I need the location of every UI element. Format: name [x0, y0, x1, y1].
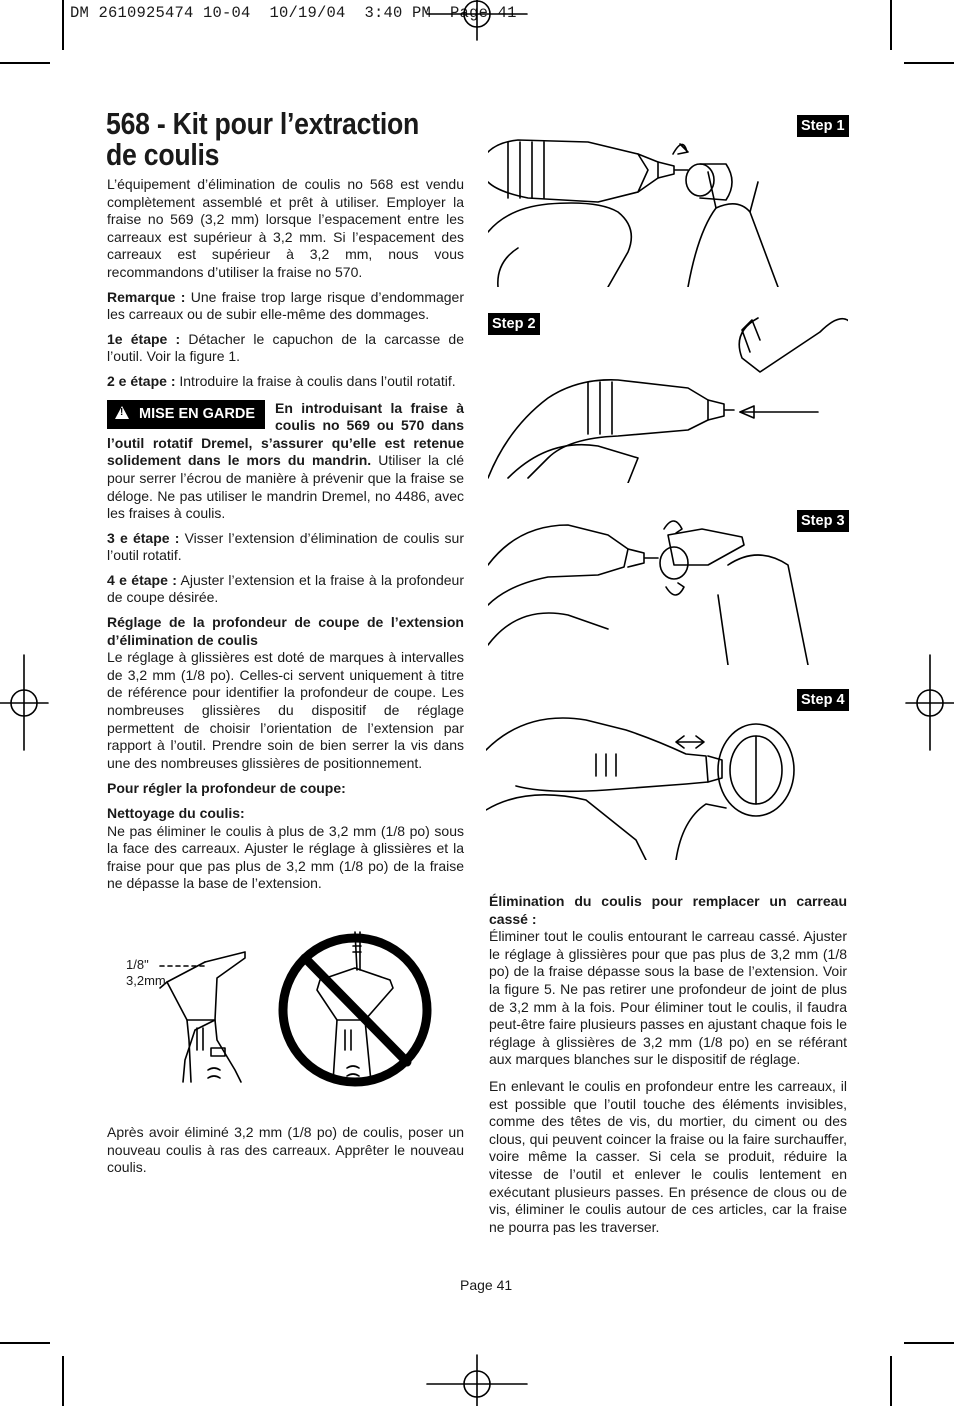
- step2-text: Introduire la fraise à coulis dans l’outil rotatif.: [175, 372, 456, 389]
- intro-paragraph: L’équipement d’élimination de coulis no 568 est vendu complètement assemblé et prêt à utiliser. Employer la fraise no 569 (3,2 mm) lorsque l’espacement entre les carreaux est supérieur à 3,2 mm. Si l’espacement des carreaux est supérieur à 3,2 mm, nous vous recommandons d’utiliser la fraise no 570.: [107, 176, 464, 280]
- step2-label-badge: Step 2: [488, 313, 540, 335]
- depth-label-mm: 3,2mm: [126, 973, 166, 988]
- print-slug: DM 2610925474 10-04 10/19/04 3:40 PM Page 41: [70, 4, 517, 22]
- left-column: [107, 176, 464, 900]
- warning-triangle-icon: [115, 406, 129, 419]
- reglage-paragraph: [107, 614, 464, 772]
- remarque-paragraph: [107, 289, 464, 324]
- step3-illustration: [488, 505, 848, 665]
- step3-paragraph: [107, 530, 464, 565]
- after-paragraph: Après avoir éliminé 3,2 mm (1/8 po) de coulis, poser un nouveau coulis à ras des carreaux. Apprêter le nouveau coulis.: [107, 1124, 464, 1176]
- step4-paragraph: [107, 572, 464, 607]
- step4-text: Ajuster l’extension et la fraise à la profondeur de coupe désirée.: [107, 571, 464, 606]
- step4-label-badge: Step 4: [797, 689, 849, 711]
- step3-text: Visser l’extension d’élimination de coulis sur l’outil rotatif.: [107, 529, 464, 564]
- warning-label: MISE EN GARDE: [139, 405, 256, 422]
- warning-text: Utiliser la clé pour serrer l’écrou de manière à prévenir que la fraise se déloge. Ne pas utiliser le mandrin Dremel, no 4486, avec les fraises à coulis.: [107, 452, 464, 522]
- depth-figure: [105, 910, 445, 1110]
- remarque-text: Une fraise trop large risque d’endommager les carreaux ou de subir elle-même des dommages.: [107, 288, 464, 323]
- warning-paragraph: [107, 400, 464, 523]
- pour-regler-heading: Pour régler la profondeur de coupe:: [107, 780, 346, 797]
- step4-label: 4 e étape :: [107, 571, 177, 588]
- nettoyage-paragraph: [107, 805, 464, 893]
- reglage-heading: Réglage de la profondeur de coupe de l’extension d’élimination de coulis: [107, 614, 464, 648]
- warning-badge: [107, 400, 265, 429]
- step3-label: 3 e étape :: [107, 529, 180, 546]
- step1-paragraph: [107, 331, 464, 366]
- elimination-paragraph: [489, 893, 847, 1069]
- nettoyage-heading: Nettoyage du coulis:: [107, 805, 245, 821]
- page-number: Page 41: [460, 1277, 513, 1293]
- page-title: 568 - Kit pour l’extraction de coulis: [106, 106, 420, 172]
- step2-illustration: [488, 308, 848, 483]
- step1-label: 1e étape :: [107, 330, 181, 347]
- elimination-heading: Élimination du coulis pour remplacer un carreau cassé :: [489, 893, 847, 927]
- step1-illustration: [488, 112, 848, 287]
- warning-bold-text: En introduisant la fraise à coulis no 569 ou 570 dans l’outil rotatif Dremel, s’assurer qu’elle est retenue solidement dans le mors du mandrin.: [107, 399, 464, 469]
- right-column: [489, 893, 847, 1243]
- nettoyage-text: Ne pas éliminer le coulis à plus de 3,2 mm (1/8 po) sous la face des carreaux. Ajuster le réglage à glissières et la fraise pour que pas plus de 3,2 mm (1/8 po) de la fraise ne dépasse la base de l’extension.: [107, 822, 464, 892]
- step2-paragraph: [107, 373, 464, 391]
- step4-illustration: [486, 690, 846, 860]
- step1-label-badge: Step 1: [797, 115, 849, 137]
- depth-label-inch: 1/8": [126, 957, 149, 972]
- step2-label: 2 e étape :: [107, 372, 176, 389]
- step1-text: Détacher le capuchon de la carcasse de l’outil. Voir la figure 1.: [107, 330, 464, 365]
- step3-label-badge: Step 3: [797, 510, 849, 532]
- enlevant-paragraph: En enlevant le coulis en profondeur entre les carreaux, il est possible que l’outil touche des éléments invisibles, comme des têtes de vis, du mortier, du ciment ou des clous, qui peuvent coincer la fraise ou la faire surchauffer, voire même la casser. Si cela se produit, réduire la vitesse de l’outil et enlever le coulis lentement en exécutant plusieurs passes. En présence de clous ou de vis, éliminer le coulis autour de ces articles, car la fraise ne pourra pas les traverser.: [489, 1077, 847, 1235]
- remarque-label: Remarque :: [107, 288, 186, 305]
- reglage-text: Le réglage à glissières est doté de marques à intervalles de 3,2 mm (1/8 po). Celles-ci servent uniquement à titre de référence pour identifier la profondeur de coupe. Les nombreuses glissières du dispositif de réglage permettent de choisir l’orientation de l’extension par rapport à l’outil. Prendre soin de bien serrer la vis dans une des nombreuses glissières de positionnement.: [107, 649, 464, 771]
- elimination-text: Éliminer tout le coulis entourant le carreau cassé. Ajuster le réglage à glissières pour que pas plus de 3,2 mm (1/8 po) de la fraise dépasse sous la base de l’extension. Voir la figure 5. Ne pas retirer une profondeur de joint de plus de 3,2 mm à la fois. Pour éliminer tout le coulis, il faudra peut-être faire plusieurs passes en ajustant chaque fois le réglage à glissières de 3,2 mm (1/8 po) en se référant aux marques blanches sur le dispositif de réglage.: [489, 928, 847, 1068]
